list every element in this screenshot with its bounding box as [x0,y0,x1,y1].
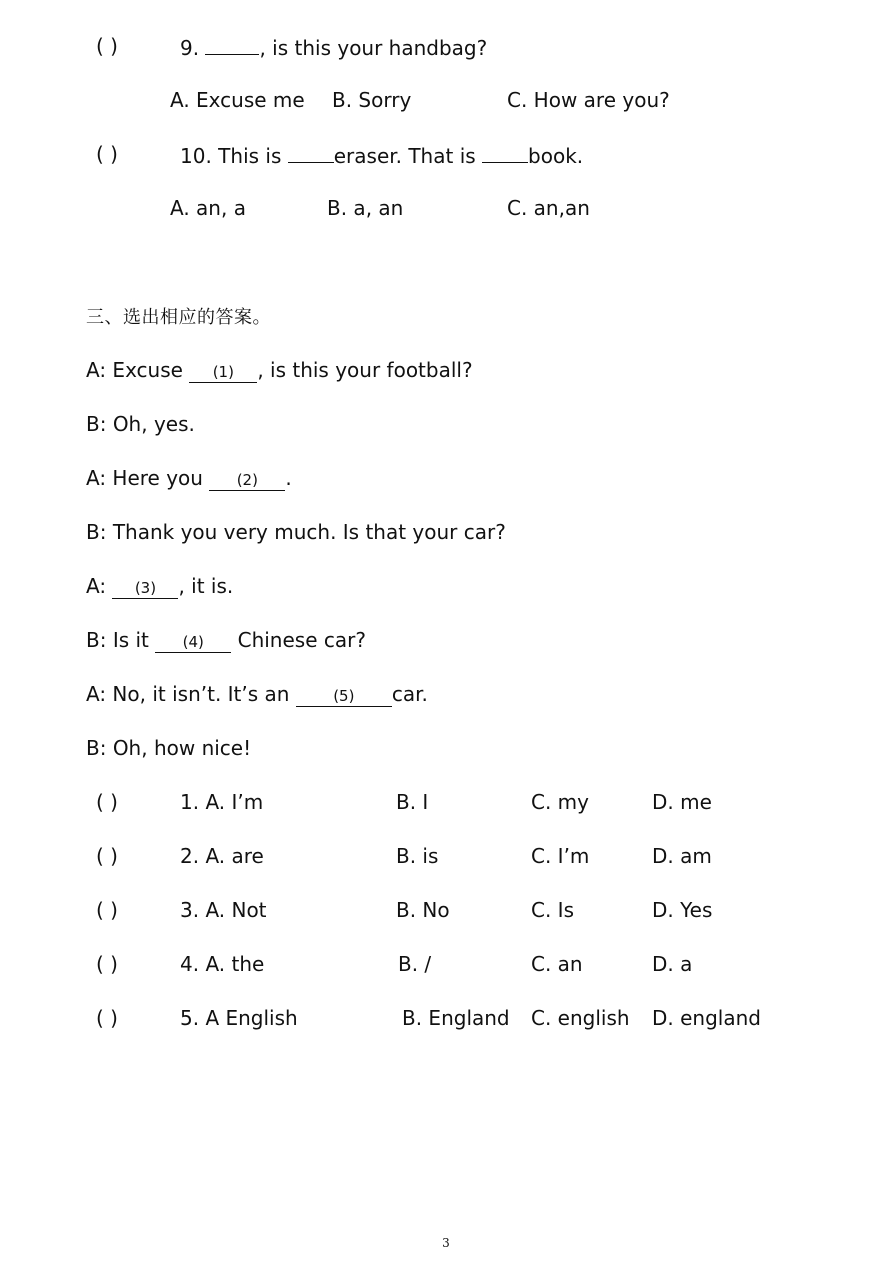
dialogue-blank-2[interactable] [209,468,285,491]
dialogue-text: , it is. [178,574,234,598]
answer-3-option-a: 3. A. Not [180,898,267,922]
answer-1-option-d: D. me [652,790,712,814]
question-text-middle: eraser. That is [333,144,476,168]
blank-number: (4) [182,633,204,651]
blank-number: (3) [134,579,157,597]
dialogue-text: B: Oh, how nice! [86,736,252,760]
question-text: , is this your handbag? [259,36,488,60]
dialogue-line-4 [86,518,506,546]
blank-number: (2) [236,471,258,489]
fill-blank[interactable] [482,140,528,163]
answer-2-option-a: 2. A. are [180,844,264,868]
dialogue-line-5 [86,572,233,600]
answer-3-option-d: D. Yes [652,898,713,922]
blank-number: (1) [212,363,234,381]
dialogue-line-6 [86,626,366,654]
answer-1-option-a: 1. A. I’m [180,790,264,814]
answer-paren-3[interactable]: ( ) [96,898,118,922]
page-number: 3 [442,1236,450,1250]
dialogue-text: car. [391,682,428,706]
answer-5-option-a: 5. A English [180,1006,298,1030]
answer-2-option-c: C. I’m [531,844,590,868]
dialogue-blank-1[interactable] [189,360,257,383]
dialogue-blank-3[interactable] [112,576,178,599]
option-c: C. How are you? [507,88,670,112]
dialogue-blank-5[interactable] [296,684,392,707]
question-text-before: This is [218,144,282,168]
dialogue-text: Chinese car? [231,628,366,652]
answer-4-option-a: 4. A. the [180,952,265,976]
answer-paren-q10[interactable]: ( ) [96,142,118,166]
option-b: B. Sorry [332,88,412,112]
answer-4-option-c: C. an [531,952,583,976]
question-number: 10. [180,144,212,168]
option-b: B. a, an [327,196,404,220]
answer-5-option-c: C. english [531,1006,630,1030]
answer-3-option-b: B. No [396,898,450,922]
question-text-after: book. [528,144,584,168]
dialogue-text: B: Thank you very much. Is that your car? [86,520,506,544]
answer-5-option-b: B. England [402,1006,510,1030]
dialogue-text: B: Oh, yes. [86,412,195,436]
dialogue-line-8 [86,734,251,762]
answer-3-option-c: C. Is [531,898,574,922]
dialogue-text: A: No, it isn’t. It’s an [86,682,296,706]
dialogue-text: A: [86,574,113,598]
dialogue-line-3 [86,464,292,492]
answer-4-option-d: D. a [652,952,693,976]
option-c: C. an,an [507,196,590,220]
answer-paren-1[interactable]: ( ) [96,790,118,814]
blank-number: (5) [333,687,355,705]
answer-paren-2[interactable]: ( ) [96,844,118,868]
answer-paren-4[interactable]: ( ) [96,952,118,976]
answer-paren-q9[interactable]: ( ) [96,34,118,58]
answer-1-option-b: B. I [396,790,429,814]
dialogue-text: B: Is it [86,628,156,652]
question-10 [180,140,583,170]
dialogue-line-7 [86,680,428,708]
answer-2-option-b: B. is [396,844,439,868]
answer-1-option-c: C. my [531,790,589,814]
dialogue-text: . [285,466,292,490]
option-a: A. an, a [170,196,246,220]
dialogue-line-2 [86,410,195,438]
dialogue-text: A: Here you [86,466,210,490]
answer-paren-5[interactable]: ( ) [96,1006,118,1030]
answer-2-option-d: D. am [652,844,712,868]
section-heading: 三、选出相应的答案。 [86,307,271,328]
fill-blank[interactable] [205,32,259,55]
option-a: A. Excuse me [170,88,305,112]
question-number: 9. [180,36,200,60]
answer-4-option-b: B. / [398,952,432,976]
dialogue-blank-4[interactable] [155,630,231,653]
dialogue-text: A: Excuse [86,358,190,382]
fill-blank[interactable] [288,140,334,163]
dialogue-text: , is this your football? [257,358,473,382]
question-9 [180,32,487,62]
dialogue-line-1 [86,356,473,384]
answer-5-option-d: D. england [652,1006,761,1030]
